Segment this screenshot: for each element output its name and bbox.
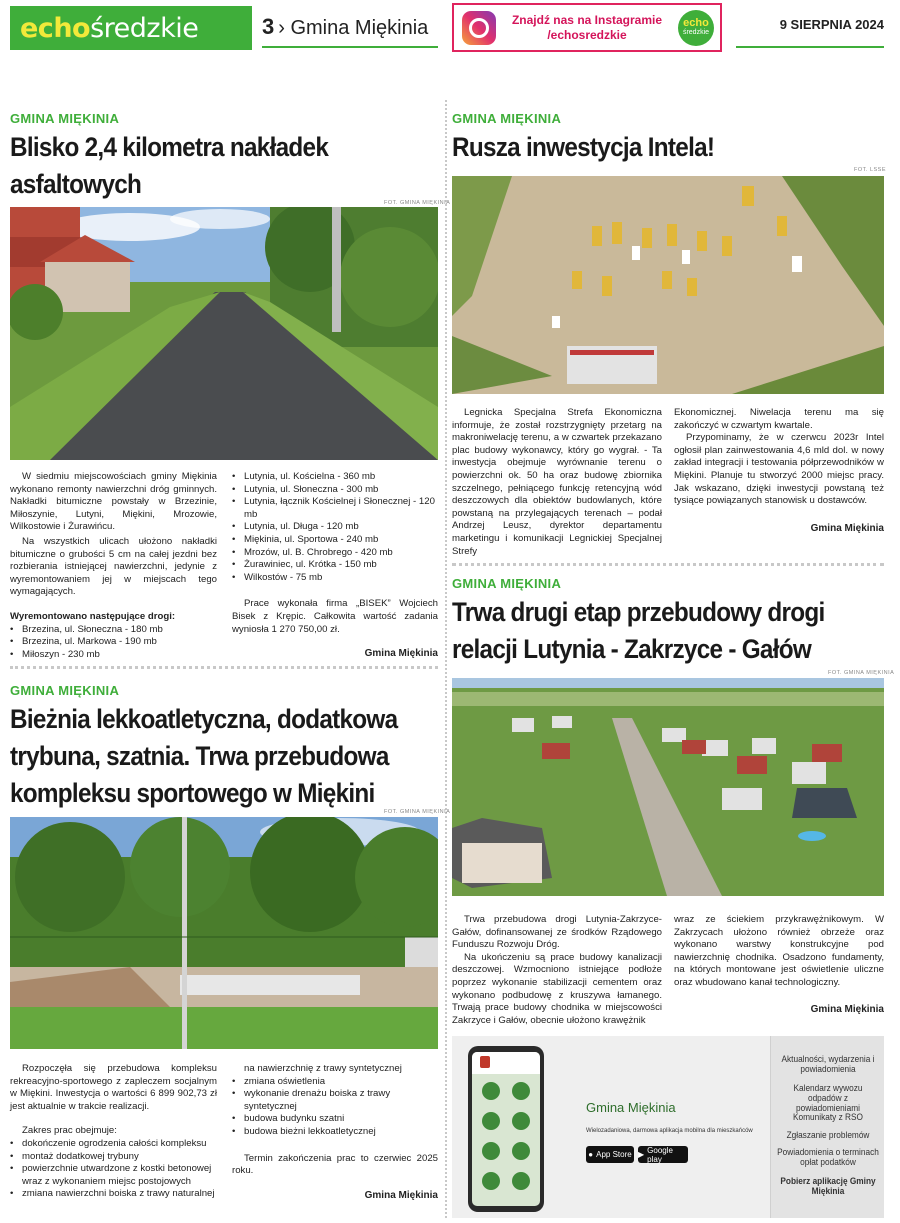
list-item: • zmiana oświetlenia (232, 1076, 438, 1089)
article-signature: Gmina Miękinia (364, 648, 438, 659)
article-title-road: Trwa drugi etap przebudowy drogi relacji Lutynia - Zakrzyce - Gałów (452, 597, 825, 664)
section-label: GMINA MIĘKINIA (10, 683, 120, 698)
instagram-handle[interactable]: /echosredzkie (547, 27, 627, 42)
article-title-intel: Rusza inwestycja Intela! (452, 132, 715, 162)
app-store-button[interactable]: ● App Store (586, 1146, 634, 1163)
apple-icon: ● (588, 1150, 594, 1159)
list-item: • montaż dodatkowej trybuny (10, 1151, 217, 1164)
article-body-road-left: Trwa przebudowa drogi Lutynia-Zakrzyce-Gałów, dofinansowanej ze środków Rządowego Funduszu Rozwoju Dróg. Na ukończeniu są prace budowy kanalizacji deszczowej. Wzmocniono istniejące podłoże poprzez wykonanie stabilizacji cementem oraz wykonano podbudowę z kruszywa łamanego. Trwają prace budowy chodnika w miejscowości Zakrzyce i Gałów, obecnie ułożono krawężnik (452, 914, 662, 1026)
instagram-line1: Znajdź nas na Instagramie (511, 12, 663, 27)
roads-list-left (10, 624, 217, 662)
list-item: • Lutynia, ul. Słoneczna - 300 mb (232, 484, 438, 497)
list-item: • Wilkostów - 75 mb (232, 572, 438, 585)
article-signature: Gmina Miękinia (364, 1190, 438, 1201)
list-item: • budowa budynku szatni (232, 1113, 438, 1126)
feature-item: Komunikaty z RSO (793, 1112, 863, 1122)
article-signature: Gmina Miękinia (810, 1004, 884, 1015)
article-body-intel-right: Ekonomicznej. Niwelacja terenu ma się zakończyć w czwartym kwartale. Przypominamy, że w czerwcu 2023r Intel ogłosił plan zainwestowania 4,6 mld dol. w nowy zakład integracji i testowania półprzewodników w Miękini. Planuje tu stworzyć 2000 miejsc pracy. Jak wskazano, dzięki inwestycji powstaną też tysiące powiązanych stanowisk u dostawców. (674, 407, 884, 507)
crest-icon (480, 1056, 490, 1068)
roads-list-right (232, 471, 438, 584)
scope-list-left (10, 1138, 217, 1201)
article-title-stadium: Bieżnia lekkoatletyczna, dodatkowa trybuna, szatnia. Trwa przebudowa kompleksu sportowego w Miękini (10, 704, 398, 808)
feature-item: Kalendarz wywozu odpadów z powiadomieniami (793, 1083, 863, 1113)
page-number: 3 (262, 14, 275, 39)
list-item: • Lutynia, ul. Kościelna - 360 mb (232, 471, 438, 484)
section-label: GMINA MIĘKINIA (452, 111, 562, 126)
article-body-stadium-left: Rozpoczęła się przebudowa kompleksu rekreacyjno-sportowego z zapleczem socjalnym w Miękini. Inwestycja o wartości 6 899 902,73 zł jest aktualnie w trakcie realizacji. Zakres prac obejmuje: • dokończenie ogrodzenia całości kompleksu • montaż dodatkowej trybuny • powierzchnie utwardzone z kostki betonowej wraz z wykonaniem miejsc postojowych • zmiana nawierzchni boiska z trawy naturalnej (10, 1063, 217, 1201)
row-divider-right (452, 563, 884, 566)
masthead-logo (10, 6, 252, 50)
app-advertisement[interactable] (452, 1036, 884, 1218)
list-heading: Wyremontowano następujące drogi: (10, 610, 176, 622)
photo-stadium (10, 817, 438, 1049)
article-body-intel-left: Legnicka Specjalna Strefa Ekonomiczna informuje, że został rozstrzygnięty przetarg na makroniwelację terenu, a w czwartek przekazano plac budowy wykonawcy, który go wygrał. - Ta inwestycja obejmuje wyrównanie terenu o powierzchni ok. 50 ha oraz budowę zbiornika szczelnego, pełniącego funkcję retencyjną wód deszczowych dla obiektów budowlanych, które powstaną na przylegających terenach – podał Andrzej Leusz, dyrektor departamentu marketingu i komunikacji Legnickiej Specjalnej Strefy (452, 407, 662, 557)
article-title-asphalt: Blisko 2,4 kilometra nakładek asfaltowych (10, 132, 329, 199)
article-body-road-right: wraz ze ściekiem przykrawężnikowym. W Zakrzycach ułożono również obrzeże oraz wykonano warstwy konstrukcyjne pod nawierzchnię chodnika. Osadzono fundamenty, na których montowane jest oświetlenie uliczne oraz wbudowano kanał technologiczny. (674, 914, 884, 988)
photo-road-aerial (452, 678, 884, 896)
list-item: • Żurawiniec, ul. Krótka - 150 mb (232, 559, 438, 572)
list-item: • Miękinia, ul. Sportowa - 240 mb (232, 534, 438, 547)
section-label: GMINA MIĘKINIA (10, 111, 120, 126)
instagram-icon (462, 11, 496, 45)
list-item: • Lutynia, łącznik Kościelnej i Słonecznej - 120 mb (232, 496, 438, 521)
feature-item: Aktualności, wydarzenia i powiadomienia (781, 1054, 875, 1074)
article-body-asphalt-left: W siedmiu miejscowościach gminy Miękinia wykonano remonty nawierzchni dróg gminnych. Nakładki bitumiczne powstały w Brzezinie, Miłoszynie, Lutyni, Miękini, Mrozowie, Wilkostowie i Żurawińcu. Na wszystkich ulicach ułożono nakładki bitumiczne o grubości 5 cm na całej jezdni bez rozbierania istniejącej nawierzchni, jedynie z wyremontowaniem jej w miejscach tego wymagających. Wyremontowano następujące drogi: • Brzezina, ul. Słoneczna - 180 mb • Brzezina, ul. Markowa - 190 mb • Miłoszyn - 230 mb (10, 471, 217, 661)
row-divider-left (10, 666, 438, 669)
photo-asphalt-road (10, 207, 438, 460)
photo-intel-site (452, 176, 884, 394)
brand-sredzkie: średzkie (90, 12, 199, 44)
list-item: • Miłoszyn - 230 mb (10, 649, 217, 662)
list-item: • dokończenie ogrodzenia całości kompleksu (10, 1138, 217, 1151)
photo-credit: FOT. GMINA MIĘKINIA (828, 670, 895, 676)
issue-date: 9 SIERPNIA 2024 (779, 17, 884, 32)
article-body-asphalt-right: • Lutynia, ul. Kościelna - 360 mb • Lutynia, ul. Słoneczna - 300 mb • Lutynia, łącznik Kościelnej i Słonecznej - 120 mb • Lutynia, ul. Długa - 120 mb • Miękinia, ul. Sportowa - 240 mb • Mrozów, ul. B. Chrobrego - 420 mb • Żurawiniec, ul. Krótka - 150 mb • Wilkostów - 75 mb Prace wykonała firma „BISEK” Wojciech Bisek z Krępic. Całkowita wartość zadania wyniosła 1 270 750,00 zł. (232, 471, 438, 636)
list-heading: Zakres prac obejmuje: (22, 1125, 117, 1137)
instagram-banner[interactable] (452, 3, 722, 52)
list-item: • Lutynia, ul. Długa - 120 mb (232, 521, 438, 534)
app-tagline: Wielozadaniowa, darmowa aplikacja mobilna dla mieszkańców (586, 1128, 753, 1134)
echo-badge-logo: echo średzkie (678, 10, 714, 46)
app-features-panel (770, 1036, 884, 1218)
feature-item: Zgłaszanie problemów (786, 1130, 870, 1140)
page-section: › Gmina Miękinia (278, 17, 429, 39)
phone-mockup (468, 1046, 544, 1212)
list-item: • Brzezina, ul. Słoneczna - 180 mb (10, 624, 217, 637)
app-name: Gmina Miękinia (586, 1100, 676, 1115)
article-signature: Gmina Miękinia (810, 523, 884, 534)
brand-echo: echo (20, 12, 91, 44)
photo-credit: FOT. GMINA MIĘKINIA (384, 200, 451, 206)
download-cta[interactable]: Pobierz aplikację Gminy Miękinia (780, 1176, 876, 1196)
list-item: • Mrozów, ul. B. Chrobrego - 420 mb (232, 547, 438, 560)
play-icon: ▶ (638, 1150, 645, 1159)
list-item: • powierzchnie utwardzone z kostki betonowej wraz z wykonaniem miejsc postojowych (10, 1163, 217, 1188)
header-rule-left (262, 46, 438, 48)
scope-list-right (232, 1076, 438, 1139)
feature-item: Powiadomienia o terminach opłat podatków (777, 1147, 879, 1167)
photo-credit: FOT. GMINA MIĘKINIA (384, 809, 451, 815)
section-label: GMINA MIĘKINIA (452, 576, 562, 591)
photo-credit: FOT. LSSE (854, 167, 887, 173)
list-item: • budowa bieżni lekkoatletycznej (232, 1126, 438, 1139)
google-play-button[interactable]: ▶ Google play (638, 1146, 688, 1163)
list-item: • zmiana nawierzchni boiska z trawy naturalnej (10, 1188, 217, 1201)
header-rule-right (736, 46, 884, 48)
list-item: • Brzezina, ul. Markowa - 190 mb (10, 636, 217, 649)
list-item: • wykonanie drenażu boiska z trawy syntetycznej (232, 1088, 438, 1113)
page-indicator (262, 14, 428, 40)
column-divider (445, 100, 447, 1218)
article-body-stadium-right: na nawierzchnię z trawy syntetycznej • zmiana oświetlenia • wykonanie drenażu boiska z trawy syntetycznej • budowa budynku szatni • budowa bieżni lekkoatletycznej Termin zakończenia prac to czerwiec 2025 roku. (232, 1063, 438, 1178)
